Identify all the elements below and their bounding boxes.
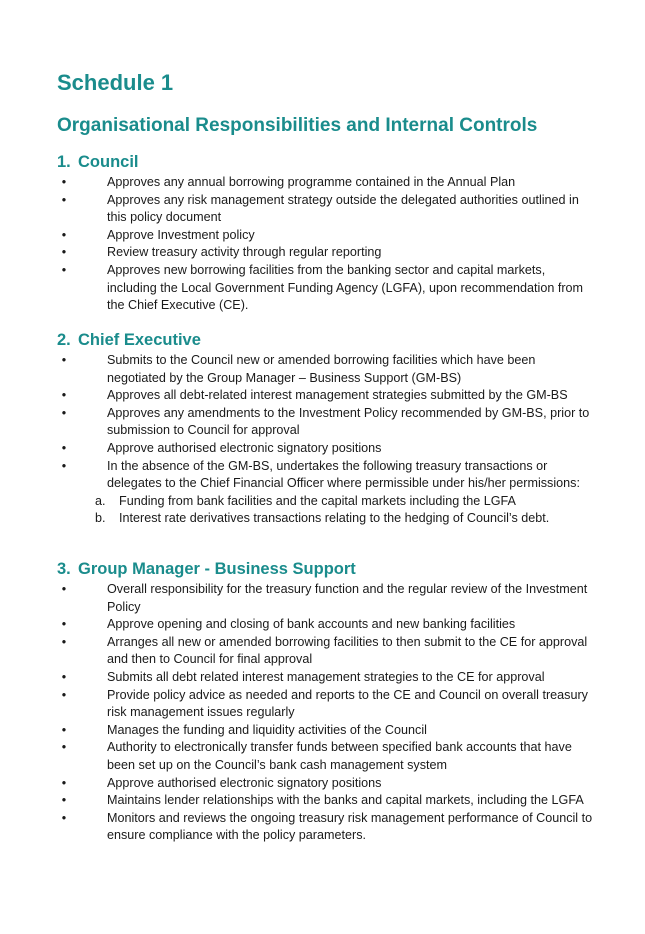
bullet-icon: • <box>61 458 67 473</box>
schedule-title: Schedule 1 <box>57 70 174 95</box>
list-item <box>0 227 645 245</box>
bullet-icon: • <box>61 582 67 596</box>
list-item-text: Submits all debt related interest management strategies to the CE for approval <box>107 669 545 684</box>
sub-list-item <box>0 510 645 528</box>
section-number: 1. <box>57 153 71 171</box>
section-title-text: Council <box>78 153 139 171</box>
bullet-list <box>0 174 645 315</box>
list-item-text: Overall responsibility for the treasury function and the regular review of the Investment Policy <box>107 582 588 614</box>
list-item-text: Approve Investment policy <box>107 227 255 242</box>
bullet-icon: • <box>61 353 67 367</box>
section-chief-executive <box>0 329 645 528</box>
list-item <box>0 634 645 669</box>
section-group-manager <box>0 558 645 845</box>
list-item <box>0 669 645 687</box>
list-item-text: Approve opening and closing of bank accounts and new banking facilities <box>107 617 516 632</box>
list-item-text: In the absence of the GM-BS, undertakes the following treasury transactions or delegates to the Chief Financial Officer where permissible under his/her permissions: <box>107 458 580 491</box>
bullet-icon: • <box>61 262 67 277</box>
list-item-text: Approves any risk management strategy outside the delegated authorities outlined in this policy document <box>107 192 579 225</box>
sub-item-marker: b. <box>95 511 106 526</box>
list-item-text: Provide policy advice as needed and reports to the CE and Council on overall treasury risk management issues regularly <box>107 687 588 720</box>
list-item <box>0 792 645 810</box>
sub-list <box>0 493 645 528</box>
list-item <box>0 775 645 793</box>
sub-item-marker: a. <box>95 493 106 508</box>
bullet-icon: • <box>61 175 67 189</box>
section-council <box>0 151 645 315</box>
sub-item-text: Interest rate derivatives transactions relating to the hedging of Council’s debt. <box>119 511 550 526</box>
section-number: 3. <box>57 560 71 578</box>
bullet-icon: • <box>61 810 67 825</box>
bullet-icon: • <box>61 405 67 420</box>
section-number: 2. <box>57 331 71 349</box>
list-item <box>0 458 645 493</box>
list-item <box>0 739 645 774</box>
list-item <box>0 174 645 192</box>
bullet-icon: • <box>61 617 67 632</box>
section-title-text: Group Manager - Business Support <box>78 560 356 578</box>
list-item-text: Review treasury activity through regular reporting <box>107 245 382 260</box>
list-item <box>0 440 645 458</box>
list-item <box>0 722 645 740</box>
bullet-icon: • <box>61 793 67 808</box>
bullet-icon: • <box>61 245 67 260</box>
page-heading: Organisational Responsibilities and Internal Controls <box>57 115 538 136</box>
list-item <box>0 810 645 845</box>
list-item-text: Arranges all new or amended borrowing facilities to then submit to the CE for approval and then to Council for final approval <box>107 634 588 667</box>
bullet-list <box>0 352 645 493</box>
sub-item-text: Funding from bank facilities and the capital markets including the LGFA <box>119 493 516 508</box>
list-item-text: Approves any amendments to the Investment Policy recommended by GM-BS, prior to submission to Council for approval <box>107 405 590 438</box>
list-item <box>0 405 645 440</box>
bullet-icon: • <box>61 634 67 649</box>
list-item <box>0 192 645 227</box>
bullet-icon: • <box>61 740 67 755</box>
list-item-text: Approve authorised electronic signatory positions <box>107 775 382 790</box>
section-title <box>57 329 645 351</box>
bullet-icon: • <box>61 388 67 403</box>
list-item <box>0 581 645 616</box>
bullet-icon: • <box>61 227 67 242</box>
list-item <box>0 262 645 315</box>
bullet-icon: • <box>61 440 67 455</box>
bullet-icon: • <box>61 687 67 702</box>
bullet-icon: • <box>61 722 67 737</box>
list-item-text: Submits to the Council new or amended borrowing facilities which have been negotiated by the Group Manager – Business Support (GM-BS) <box>107 353 536 385</box>
section-title <box>57 151 645 173</box>
list-item-text: Approves new borrowing facilities from the banking sector and capital markets, including the Local Government Funding Agency (LGFA), upon recommendation from the Chief Executive (CE). <box>107 262 584 313</box>
list-item <box>0 352 645 387</box>
list-item <box>0 616 645 634</box>
list-item-text: Approve authorised electronic signatory positions <box>107 440 382 455</box>
list-item-text: Maintains lender relationships with the banks and capital markets, including the LGFA <box>107 793 584 808</box>
list-item-text: Manages the funding and liquidity activities of the Council <box>107 722 427 737</box>
list-item-text: Monitors and reviews the ongoing treasury risk management performance of Council to ensure compliance with the policy parameters. <box>107 810 593 843</box>
list-item <box>0 687 645 722</box>
list-item-text: Authority to electronically transfer funds between specified bank accounts that have been set up on the Council’s bank cash management system <box>107 740 572 772</box>
bullet-icon: • <box>61 669 67 684</box>
bullet-list <box>0 581 645 845</box>
section-title <box>57 558 645 580</box>
bullet-icon: • <box>61 775 67 790</box>
section-title-text: Chief Executive <box>78 331 201 349</box>
list-item <box>0 244 645 262</box>
list-item-text: Approves any annual borrowing programme contained in the Annual Plan <box>107 175 516 189</box>
sub-list-item <box>0 493 645 511</box>
bullet-icon: • <box>61 192 67 207</box>
list-item <box>0 387 645 405</box>
list-item-text: Approves all debt-related interest management strategies submitted by the GM-BS <box>107 388 568 403</box>
